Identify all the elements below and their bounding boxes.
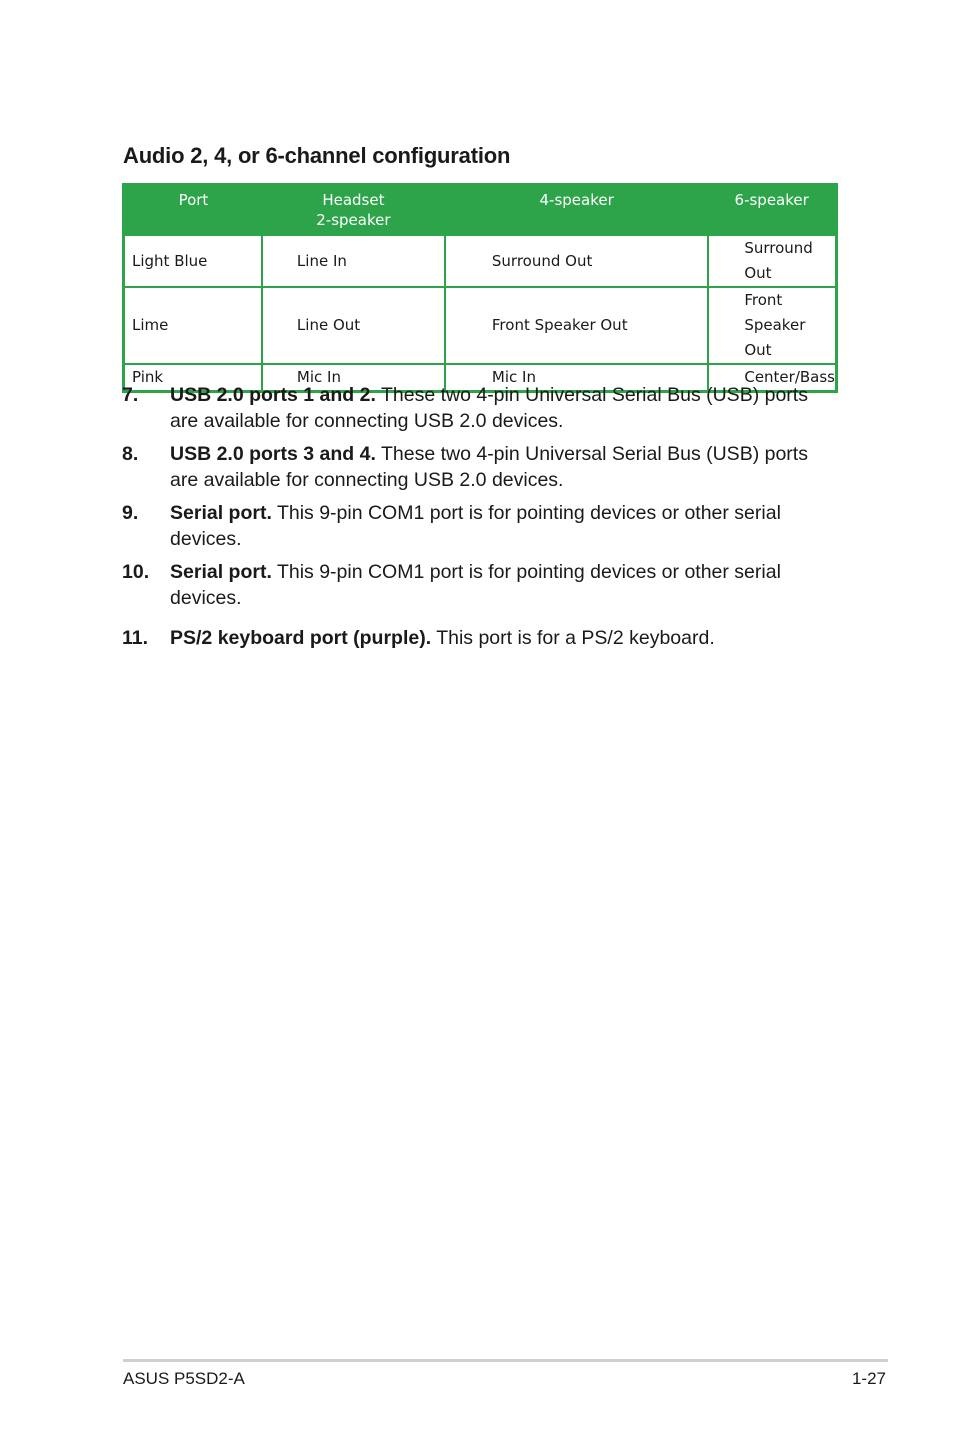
item-text: These two 4-pin Universal Serial Bus (USB) ports are available for connecting USB 2.0 devices. (170, 443, 808, 491)
footer-product-name: ASUS P5SD2-A (123, 1369, 245, 1388)
table-cell: Surround Out (708, 235, 836, 287)
table-cell: Mic In (262, 364, 445, 392)
item-term: Serial port. (170, 502, 272, 524)
table-cell: Lime (124, 287, 262, 364)
item-term: USB 2.0 ports 1 and 2. (170, 384, 376, 406)
table-row (124, 287, 837, 364)
item-number: 10. (122, 561, 150, 583)
item-text: This 9-pin COM1 port is for pointing devices or other serial devices. (170, 502, 781, 550)
list-item (122, 625, 822, 651)
list-item (122, 382, 822, 434)
footer-page-number: 1-27 (851, 1369, 886, 1388)
list-item (122, 441, 822, 493)
header-6-speaker: 6-speaker (708, 185, 836, 236)
table-cell: Center/Bass (708, 364, 836, 392)
footer-divider (123, 1359, 888, 1362)
item-number: 9. (122, 502, 139, 524)
item-text: This 9-pin COM1 port is for pointing devices or other serial devices. (170, 561, 781, 609)
item-term: USB 2.0 ports 3 and 4. (170, 443, 376, 465)
table-cell: Line Out (262, 287, 445, 364)
header-headset (262, 185, 445, 236)
header-headset-line2: 2-speaker (316, 211, 391, 229)
header-port: Port (124, 185, 262, 236)
item-term: Serial port. (170, 561, 272, 583)
header-4-speaker: 4-speaker (445, 185, 708, 236)
audio-config-table (122, 183, 838, 393)
header-headset-line1: Headset (322, 191, 385, 209)
port-description-list (122, 382, 822, 658)
table-cell: Light Blue (124, 235, 262, 287)
table-header-row (124, 185, 837, 236)
list-item (122, 559, 822, 611)
list-item (122, 500, 822, 552)
item-number: 8. (122, 443, 139, 465)
table-cell: Mic In (445, 364, 708, 392)
table-cell: Front Speaker Out (708, 287, 836, 364)
item-text: These two 4-pin Universal Serial Bus (USB) ports are available for connecting USB 2.0 devices. (170, 384, 808, 432)
table-cell: Surround Out (445, 235, 708, 287)
section-title: Audio 2, 4, or 6-channel configuration (123, 143, 511, 168)
item-text: This port is for a PS/2 keyboard. (431, 627, 715, 649)
table-cell: Pink (124, 364, 262, 392)
table-cell: Line In (262, 235, 445, 287)
item-term: PS/2 keyboard port (purple). (170, 627, 432, 649)
table-row (124, 235, 837, 287)
item-number: 11. (122, 627, 149, 649)
table-cell: Front Speaker Out (445, 287, 708, 364)
item-number: 7. (122, 384, 139, 406)
